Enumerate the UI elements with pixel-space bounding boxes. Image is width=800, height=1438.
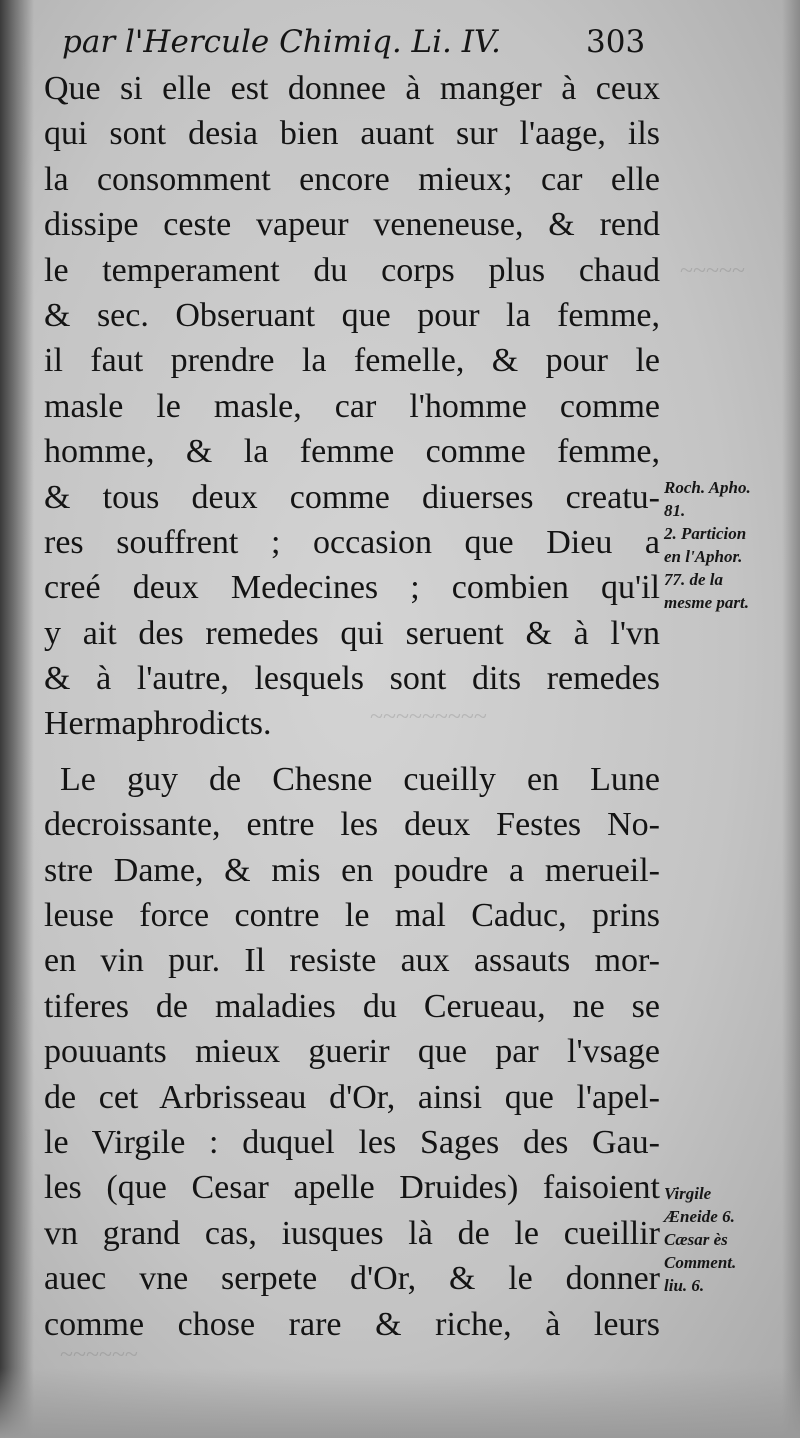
margin-note-line: 77. de la [664,570,724,589]
text-line: auec vne serpete d'Or, & le donner [44,1260,660,1298]
paragraph [44,757,660,1347]
margin-note-line: 81. [664,501,686,520]
margin-note-line: en l'Aphor. [664,547,743,566]
text-line: res souffrent ; occasion que Dieu a [44,523,660,561]
paragraph [44,66,660,747]
margin-note-rochefort [664,476,798,614]
text-line: & sec. Obseruant que pour la femme, [44,296,660,334]
text-line: decroissante, entre les deux Festes No- [44,806,660,844]
text-line: leuse force contre le mal Caduc, prins [44,897,660,935]
margin-note-line: Virgile [664,1184,712,1203]
text-line: pouuants mieux guerir que par l'vsage [44,1033,660,1071]
margin-note-line: Cæsar ès [664,1230,728,1249]
text-line: dissipe ceste vapeur veneneuse, & rend [44,206,660,244]
running-header [62,20,662,70]
text-line: la consomment encore mieux; car elle [44,160,660,198]
running-title: par l'Hercule Chimiq. Li. IV. [62,24,501,60]
text-line: & à l'autre, lesquels sont dits remedes [44,660,660,698]
margin-note-line: Roch. Apho. [664,478,751,497]
text-line: le temperament du corps plus chaud [44,251,660,289]
text-line: Hermaphrodicts. [44,705,272,743]
text-line: tiferes de maladies du Cerueau, ne se [44,987,660,1025]
text-line: qui sont desia bien auant sur l'aage, ils [44,115,660,153]
margin-note-line: liu. 6. [664,1276,705,1295]
text-line: en vin pur. Il resiste aux assauts mor- [44,942,660,980]
show-through-decoration: ~~~~~~ [60,1342,138,1368]
page-edge-bottom [0,1368,800,1438]
text-line: stre Dame, & mis en poudre a merueil- [44,851,660,889]
margin-note-line: 2. Particion [664,524,747,543]
margin-note-line: Comment. [664,1253,737,1272]
text-line: vn grand cas, iusques là de le cueillir [44,1214,660,1252]
body-text [44,66,660,1347]
text-line: & tous deux comme diuerses creatu- [44,478,660,516]
text-line: Que si elle est donnee à manger à ceux [44,70,660,107]
margin-note-virgile [664,1182,798,1297]
margin-note-line: Æneide 6. [664,1207,735,1226]
text-line: le Virgile : duquel les Sages des Gau- [44,1123,660,1161]
text-line: de cet Arbrisseau d'Or, ainsi que l'apel- [44,1078,660,1116]
text-line: Le guy de Chesne cueilly en Lune [60,760,660,798]
show-through-decoration: ~~~~~~~~~ [370,704,487,730]
text-line: y ait des remedes qui seruent & à l'vn [44,614,660,652]
text-line: creé deux Medecines ; combien qu'il [44,569,660,607]
paragraph-gap [44,747,660,757]
text-line: il faut prendre la femelle, & pour le [44,342,660,380]
page-number: 303 [586,24,646,60]
text-line: homme, & la femme comme femme, [44,433,660,471]
text-line: masle le masle, car l'homme comme [44,387,660,425]
gutter-shadow [0,0,34,1438]
margin-note-line: mesme part. [664,593,749,612]
text-line: comme chose rare & riche, à leurs [44,1305,660,1343]
text-line: les (que Cesar apelle Druides) faisoient [44,1169,660,1207]
show-through-decoration: ~~~~~ [680,258,745,284]
